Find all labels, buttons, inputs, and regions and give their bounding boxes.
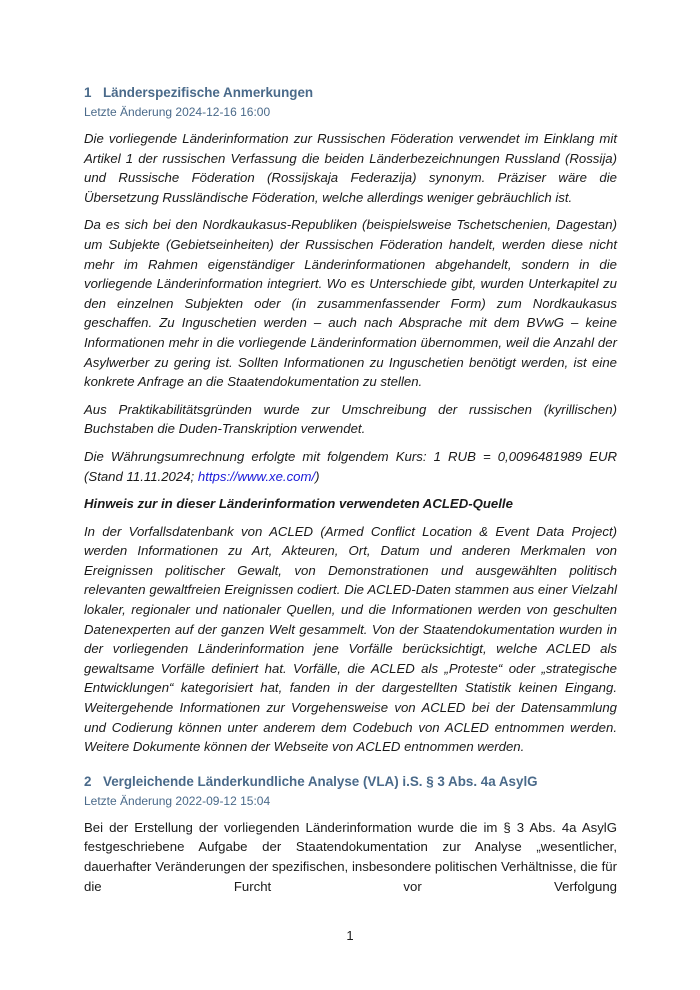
section-1-number: 1 — [84, 85, 92, 100]
document-page — [84, 84, 617, 896]
section-1-paragraph-2: Da es sich bei den Nordkaukasus-Republiken (beispielsweise Tschetschenien, Dagestan) um Subjekte (Gebietseinheiten) der Russischen Föderation handelt, werden diese nicht mehr im Rahmen eigenständiger Länderinformationen abgehandelt, sondern in die vorliegende Länderinformation integriert. Wo es Unterschiede gibt, wurden Unterkapitel zu den einzelnen Subjekten oder (in zusammenfassender Form) zum Nordkaukasus geschaffen. Zu Inguschetien werden – auch nach Absprache mit dem BVwG – keine Informationen mehr in die vorliegende Länderinformation übernommen, weil die Anzahl der Asylwerber zu gering ist. Sollten Informationen zu Inguschetien benötigt werden, ist eine konkrete Anfrage an die Staatendokumentation zu stellen. — [84, 217, 617, 390]
currency-paragraph — [84, 447, 617, 486]
section-2-title: Vergleichende Länderkundliche Analyse (VLA) i.S. § 3 Abs. 4a AsylG — [103, 773, 538, 789]
currency-text: Die Währungsumrechnung erfolgte mit folgendem Kurs: 1 RUB = 0,0096481989 EUR (Stand 11.11.2024; — [84, 448, 617, 484]
page-number: 1 — [346, 928, 354, 943]
section-2-number: 2 — [84, 773, 92, 789]
section-1-title: Länderspezifische Anmerkungen — [103, 85, 314, 100]
section-2-paragraph: Bei der Erstellung der vorliegenden Länderinformation wurde die im § 3 Abs. 4a AsylG festgeschriebene Aufgabe der Staatendokumentation zur Analyse „wesentlicher, dauerhafter Veränderungen der spezifischen, insbesondere politischen Verhältnisse, die für die Furcht vor Verfolgung — [84, 819, 617, 894]
xe-link[interactable]: https://www.xe.com/ — [197, 468, 316, 484]
section-2-heading — [84, 773, 617, 791]
section-2-last-changed: Letzte Änderung 2022-09-12 15:04 — [84, 793, 271, 808]
section-1-heading — [84, 84, 617, 102]
section-1-paragraph-1: Die vorliegende Länderinformation zur Russischen Föderation verwendet im Einklang mit Artikel 1 der russischen Verfassung die beiden Länderbezeichnungen Russland (Rossija) und Russische Föderation (Rossijskaja Federazija) synonym. Präziser wäre die Übersetzung Russländische Föderation, welche allerdings weniger gebräuchlich ist. — [84, 131, 617, 205]
acled-paragraph: In der Vorfallsdatenbank von ACLED (Armed Conflict Location & Event Data Project) werden Informationen zu Art, Akteuren, Ort, Datum und anderen Merkmalen von Ereignissen politischer Gewalt, von Demonstrationen und ausgewählten politisch relevanten gewaltfreien Ereignissen codiert. Die ACLED-Daten stammen aus einer Vielzahl lokaler, regionaler und nationaler Quellen, und die Informationen werden von geschulten Datenexperten auf der ganzen Welt gesammelt. Von der Staatendokumentation wurden in der vorliegenden Länderinformation jene Vorfälle berücksichtigt, welche ACLED als gewaltsame Vorfälle definiert hat. Vorfälle, die ACLED als „Proteste“ oder „strategische Entwicklungen“ kategorisiert hat, fanden in der dargestellten Statistik keinen Eingang. Weitergehende Informationen zur Vorgehensweise von ACLED bei der Datensammlung und Codierung können unter anderem dem Codebuch von ACLED entnommen werden. Weitere Dokumente können der Webseite von ACLED entnommen werden. — [84, 523, 617, 755]
section-1-last-changed: Letzte Änderung 2024-12-16 16:00 — [84, 105, 271, 119]
section-1-paragraph-3: Aus Praktikabilitätsgründen wurde zur Umschreibung der russischen (kyrillischen) Buchstaben die Duden-Transkription verwendet. — [84, 401, 617, 437]
currency-text-end: ) — [315, 468, 320, 484]
acled-heading: Hinweis zur in dieser Länderinformation verwendeten ACLED-Quelle — [84, 496, 513, 512]
